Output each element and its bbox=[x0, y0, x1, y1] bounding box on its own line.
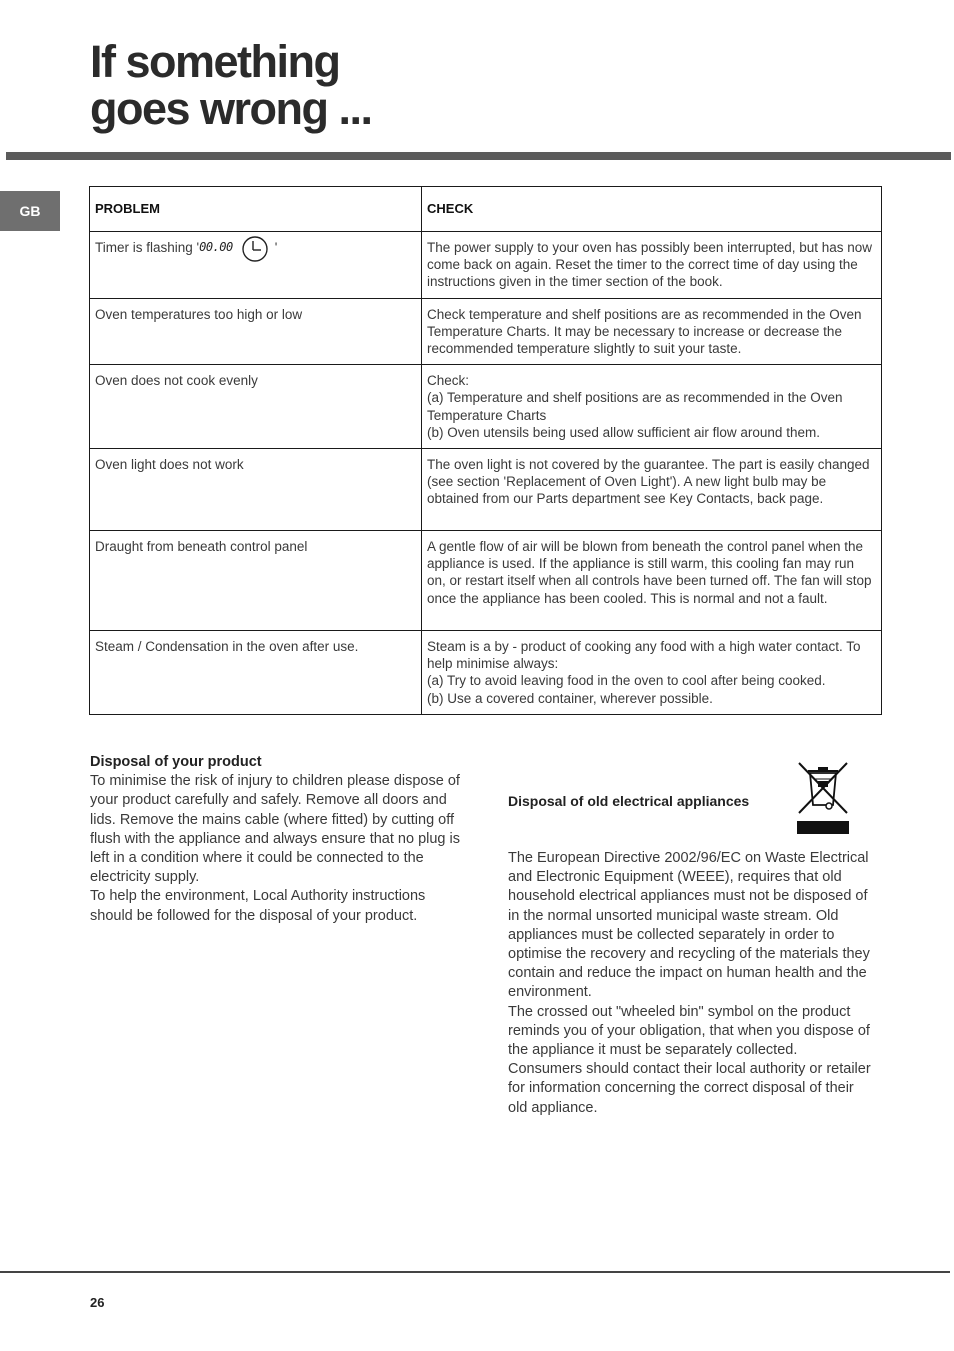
table-header-row bbox=[90, 187, 882, 232]
check-cell: Check: (a) Temperature and shelf positions are as recommended in the Oven Temperature Charts (b) Oven utensils being used allow sufficient air flow around them. bbox=[422, 365, 882, 449]
problem-column-header: PROBLEM bbox=[90, 187, 422, 232]
table-row bbox=[90, 449, 882, 531]
disposal-product-heading: Disposal of your product bbox=[90, 754, 262, 770]
table-row bbox=[90, 232, 882, 299]
problem-cell: Oven does not cook evenly bbox=[90, 365, 422, 449]
problem-text-suffix: ' bbox=[274, 240, 278, 255]
disposal-product-section bbox=[90, 753, 460, 926]
clock-icon bbox=[241, 235, 269, 263]
table-row bbox=[90, 298, 882, 365]
problem-cell bbox=[90, 232, 422, 299]
problem-cell: Steam / Condensation in the oven after use. bbox=[90, 631, 422, 715]
disposal-product-body: To minimise the risk of injury to children please dispose of your product carefully and safely. Remove all doors and lids. Remove the mains cable (where fitted) by cutting off flush with the appliance and always ensure that no plug is left in a condition where it could be connected to the electricity supply. To help the environment, Local Authority instructions should be followed for the disposal of your product. bbox=[90, 773, 460, 924]
footer-divider bbox=[0, 1271, 950, 1273]
table-row bbox=[90, 531, 882, 631]
check-cell: The oven light is not covered by the guarantee. The part is easily changed (see section 'Replacement of Oven Light'). A new light bulb may be obtained from our Parts department see Key Contacts, back page. bbox=[422, 449, 882, 531]
disposal-weee-heading: Disposal of old electrical appliances bbox=[508, 793, 750, 809]
check-cell: Check temperature and shelf positions are as recommended in the Oven Temperature Charts. It may be necessary to increase or decrease the recommended temperature slightly to suit your taste. bbox=[422, 298, 882, 365]
timer-display: 00.00 bbox=[199, 240, 233, 254]
table-row bbox=[90, 365, 882, 449]
disposal-weee-body: The European Directive 2002/96/EC on Waste Electrical and Electronic Equipment (WEEE), requires that old household electrical appliances must not be disposed of in the normal unsorted municipal waste stream. Old appliances must be collected separately in order to optimise the recovery and recycling of the materials they contain and reduce the impact on human health and the environment. The crossed out "wheeled bin" symbol on the product reminds you of your obligation, that when you dispose of the appliance it must be separately collected. Consumers should contact their local authority or retailer for information concerning the correct disposal of their old appliance. bbox=[508, 850, 871, 1116]
problem-cell: Oven light does not work bbox=[90, 449, 422, 531]
table-row bbox=[90, 631, 882, 715]
disposal-weee-section bbox=[508, 755, 874, 1118]
troubleshooting-table bbox=[89, 186, 882, 715]
language-tab: GB bbox=[0, 191, 60, 231]
page-number: 26 bbox=[90, 1295, 105, 1310]
check-cell: A gentle flow of air will be blown from beneath the control panel when the appliance is used. If the appliance is still warm, this cooling fan may run on, or restart itself when all controls have been turned off. The fan will stop once the appliance has been cooled. This is normal and not a fault. bbox=[422, 531, 882, 631]
check-cell: Steam is a by - product of cooking any food with a high water contact. To help minimise always: (a) Try to avoid leaving food in the oven to cool after being cooked. (b) Use a covered container, wherever possible. bbox=[422, 631, 882, 715]
problem-text: Timer is flashing ' bbox=[95, 240, 200, 255]
title-divider bbox=[6, 152, 951, 160]
check-column-header: CHECK bbox=[422, 187, 882, 232]
problem-cell: Draught from beneath control panel bbox=[90, 531, 422, 631]
crossed-out-wheeled-bin-icon bbox=[796, 757, 850, 835]
problem-cell: Oven temperatures too high or low bbox=[90, 298, 422, 365]
page-title: If something goes wrong ... bbox=[90, 36, 372, 134]
check-cell: The power supply to your oven has possibly been interrupted, but has now come back on again. Reset the timer to the correct time of day using the instructions given in the timer section of the book. bbox=[422, 232, 882, 299]
